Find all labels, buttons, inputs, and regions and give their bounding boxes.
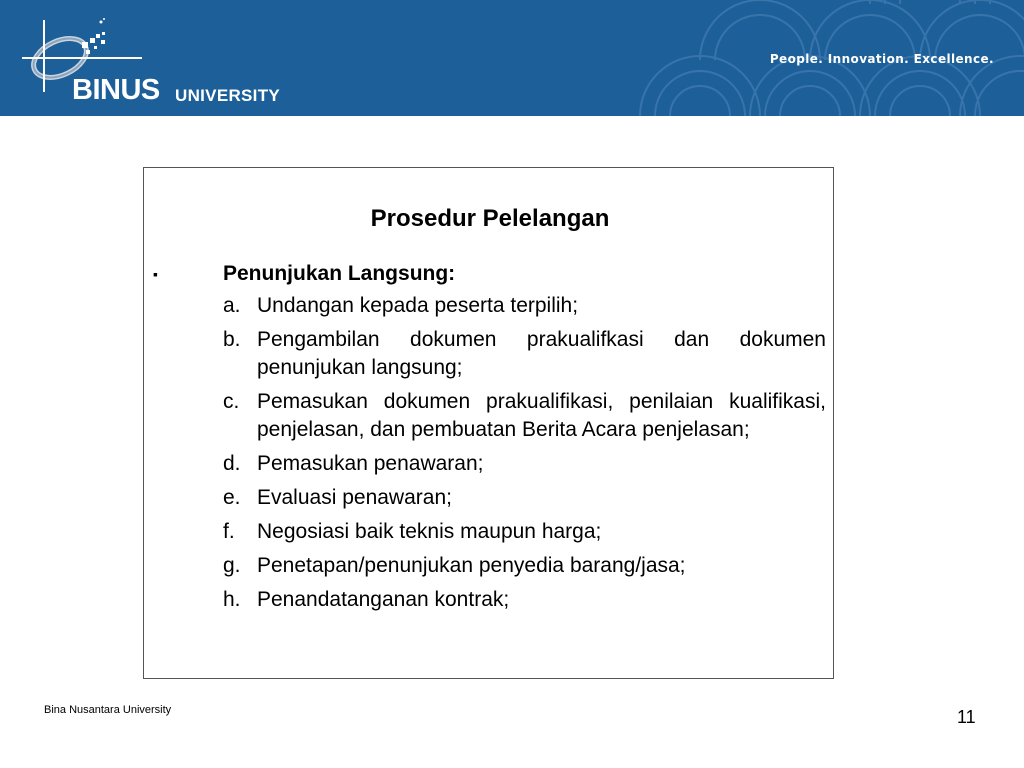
list-text: Evaluasi penawaran; — [257, 486, 452, 509]
list-item — [223, 292, 826, 320]
list-item — [223, 586, 826, 614]
list-text: Penandatanganan kontrak; — [257, 588, 510, 611]
list-text: Pemasukan dokumen prakualifikasi, penilaian kualifikasi, penjelasan, dan pembuatan Berita Acara penjelasan; — [257, 390, 826, 441]
logo-university-text: UNIVERSITY — [175, 86, 281, 105]
list-marker: g. — [223, 554, 241, 577]
logo-binus-text: BINUS — [72, 74, 160, 106]
binus-logo — [22, 14, 312, 104]
list-text: Pemasukan penawaran; — [257, 452, 484, 475]
bullet-heading: Penunjukan Langsung: — [223, 262, 456, 285]
list-marker: a. — [223, 294, 241, 317]
list-marker: e. — [223, 486, 241, 509]
square-bullet-icon: ▪ — [153, 266, 158, 282]
footer-organization: Bina Nusantara University — [44, 704, 172, 716]
list-item — [223, 484, 826, 512]
list-item — [223, 518, 826, 546]
list-marker: b. — [223, 328, 241, 351]
list-marker: d. — [223, 452, 241, 475]
list-item — [223, 552, 826, 580]
list-marker: h. — [223, 588, 241, 611]
list-text: Penetapan/penunjukan penyedia barang/jasa; — [257, 554, 686, 577]
tagline: People. Innovation. Excellence. — [769, 52, 994, 66]
list-marker: f. — [223, 520, 235, 543]
list-text: Negosiasi baik teknis maupun harga; — [257, 520, 602, 543]
list-item — [223, 326, 826, 382]
list-marker: c. — [223, 390, 240, 413]
list-text: Undangan kepada peserta terpilih; — [257, 294, 579, 317]
slide-title: Prosedur Pelelangan — [370, 205, 610, 232]
list-item — [223, 450, 826, 478]
list-text: Pengambilan dokumen prakualifkasi dan dokumen penunjukan langsung; — [257, 328, 826, 379]
header-banner — [0, 0, 1024, 116]
page-number: 11 — [957, 707, 976, 727]
procedure-list — [223, 292, 826, 620]
list-item — [223, 388, 826, 444]
